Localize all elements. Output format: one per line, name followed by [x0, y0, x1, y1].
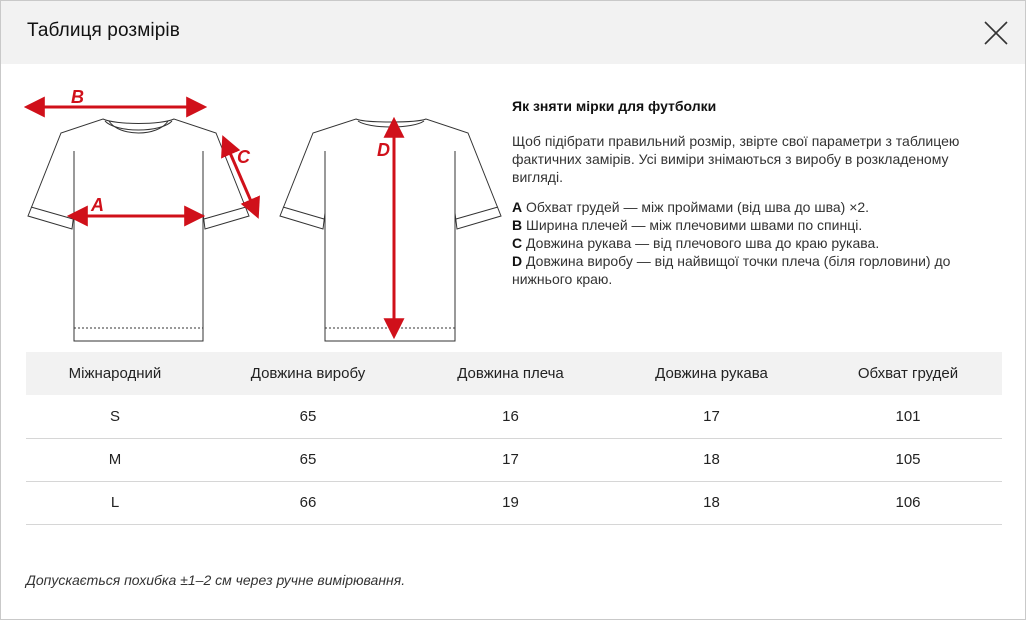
table-cell: 106: [814, 481, 1002, 524]
close-icon: [981, 18, 1011, 48]
table-cell: 17: [412, 438, 609, 481]
size-table: [26, 352, 1002, 525]
table-row: [26, 438, 1002, 481]
label-c: C: [237, 147, 250, 167]
tolerance-note: Допускається похибка ±1–2 см через ручне вимірювання.: [26, 572, 406, 588]
table-cell: M: [26, 438, 204, 481]
table-cell: 101: [814, 395, 1002, 438]
table-cell: L: [26, 481, 204, 524]
header-shoulder: Довжина плеча: [412, 352, 609, 395]
table-cell: 17: [609, 395, 814, 438]
header-length: Довжина виробу: [204, 352, 412, 395]
measure-item-a: A Обхват грудей — між проймами (від шва до шва) ×2.: [512, 199, 870, 215]
measure-item-b: B Ширина плечей — між плечовими швами по спинці.: [512, 217, 863, 233]
table-cell: 19: [412, 481, 609, 524]
table-cell: 18: [609, 481, 814, 524]
tshirt-front-figure: [28, 119, 249, 341]
header-sleeve: Довжина рукава: [609, 352, 814, 395]
label-d: D: [377, 140, 390, 160]
header-chest: Обхват грудей: [814, 352, 1002, 395]
tshirt-back-figure: [280, 119, 501, 341]
table-row: [26, 481, 1002, 524]
modal-header: [1, 1, 1025, 64]
measurement-instructions: [512, 98, 992, 288]
tshirt-measurement-diagram: [21, 81, 511, 346]
table-cell: 105: [814, 438, 1002, 481]
measure-item-d: D Довжина виробу — від найвищої точки плеча (біля горловини) до нижнього краю.: [512, 253, 951, 287]
table-cell: 65: [204, 395, 412, 438]
measurement-arrows: [28, 107, 394, 335]
table-cell: 66: [204, 481, 412, 524]
table-cell: S: [26, 395, 204, 438]
modal-title: Таблиця розмірів: [27, 20, 180, 41]
table-header-row: [26, 352, 1002, 395]
table-cell: 18: [609, 438, 814, 481]
measure-item-c: C Довжина рукава — від плечового шва до краю рукава.: [512, 235, 880, 251]
instructions-title: Як зняти мірки для футболки: [512, 98, 717, 114]
close-button[interactable]: [981, 18, 1011, 48]
label-a: A: [91, 195, 104, 215]
table-cell: 16: [412, 395, 609, 438]
table-row: [26, 395, 1002, 438]
instructions-description: Щоб підібрати правильний розмір, звірте свої параметри з таблицею фактичних замірів. Усі виміри знімаються з виробу в розкладеному вигляді.: [512, 133, 960, 185]
header-international: Міжнародний: [26, 352, 204, 395]
label-b: B: [71, 87, 84, 107]
table-cell: 65: [204, 438, 412, 481]
